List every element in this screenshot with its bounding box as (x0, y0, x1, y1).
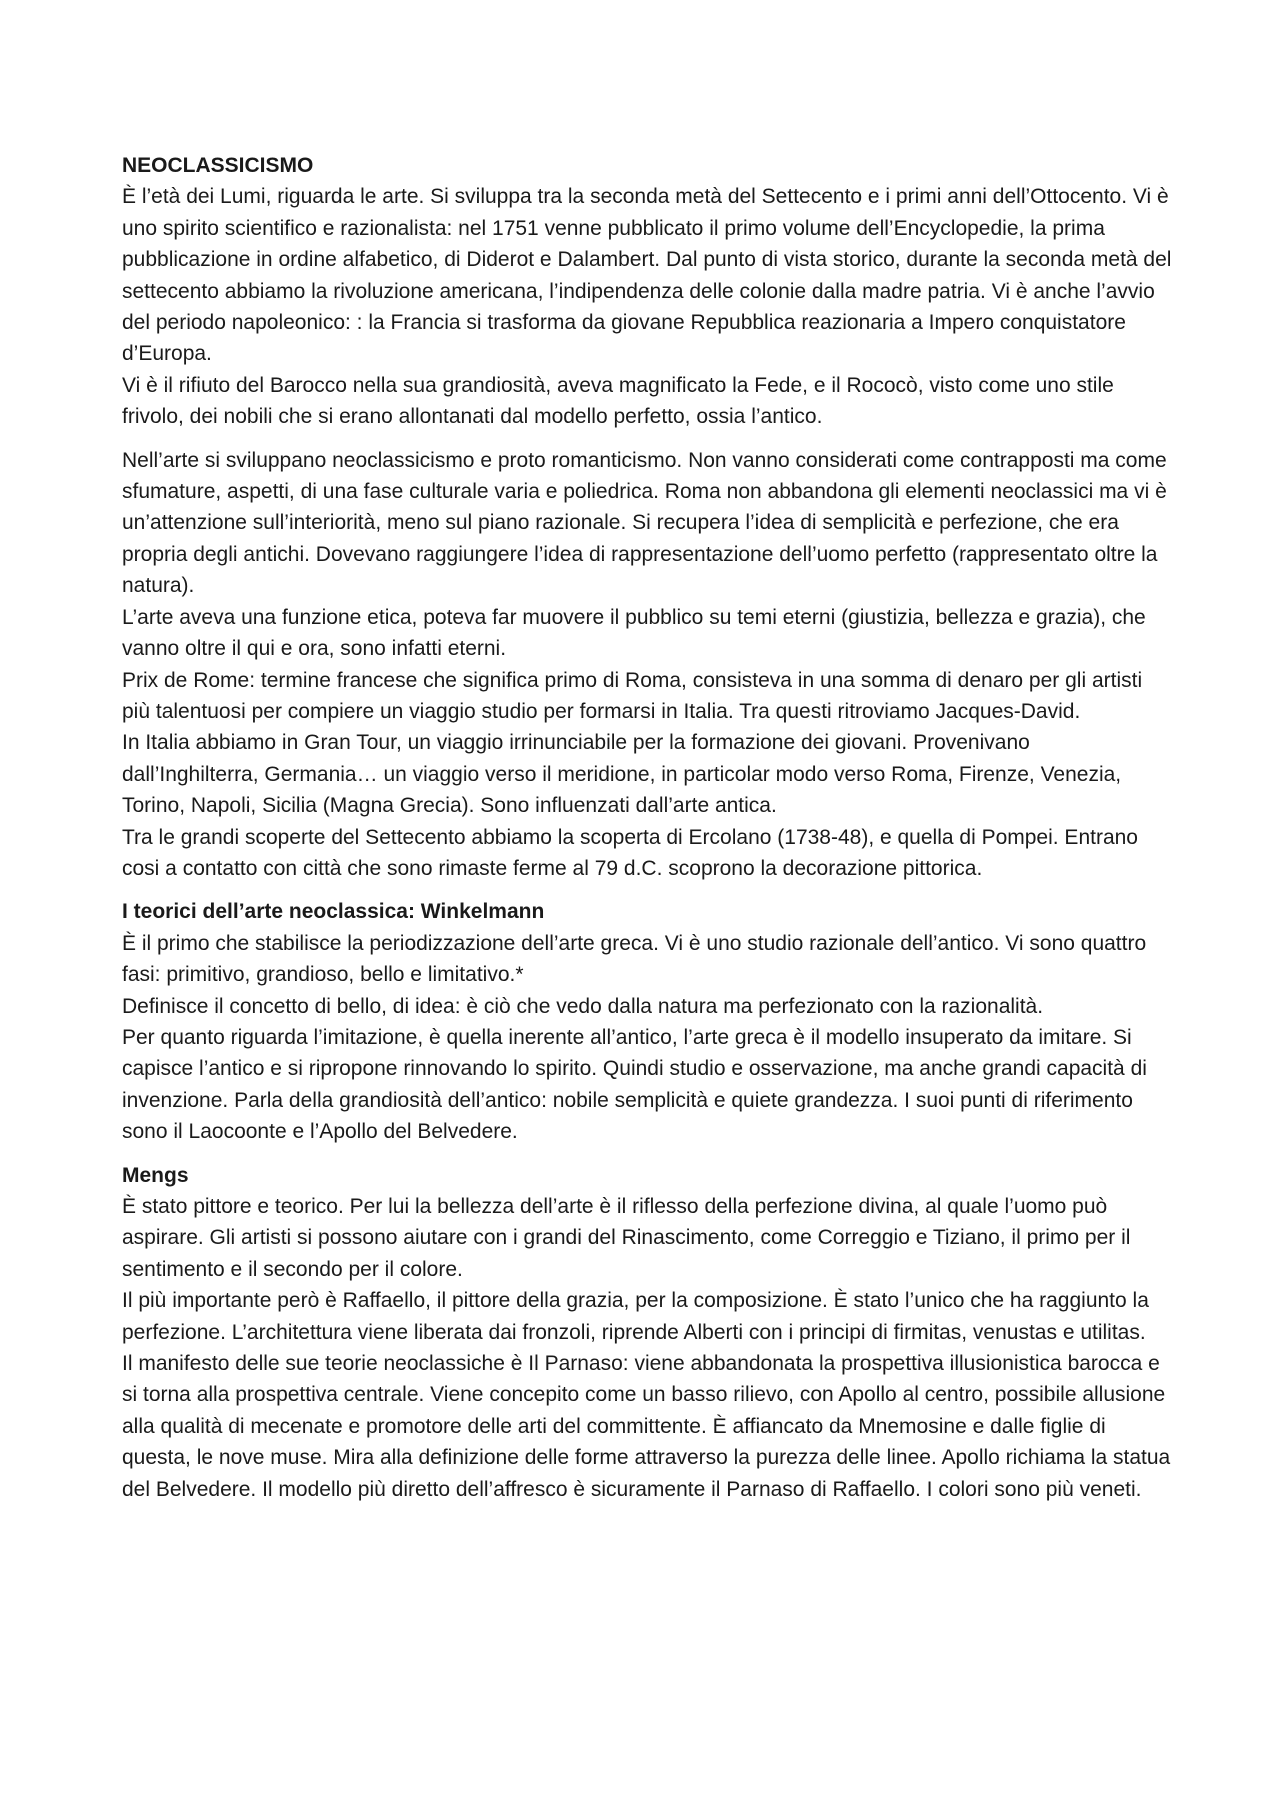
section-heading: Mengs (122, 1163, 189, 1187)
paragraph: Il più importante però è Raffaello, il pittore della grazia, per la composizione. È stato l’unico che ha raggiunto la perfezione. L’architettura viene liberata dai fronzoli, riprende Alberti con i principi di firmitas, venustas e utilitas. (122, 1289, 1149, 1344)
paragraph: È il primo che stabilisce la periodizzazione dell’arte greca. Vi è uno studio razionale dell’antico. Vi sono quattro fasi: primitivo, grandioso, bello e limitativo.* (122, 931, 1147, 987)
paragraph: In Italia abbiamo in Gran Tour, un viaggio irrinunciabile per la formazione dei giovani. Provenivano dall’Inghilterra, Germania… un viaggio verso il meridione, in particolar modo verso Roma, Firenze, Venezia, Torino, Napoli, Sicilia (Magna Grecia). Sono influenzati dall’arte antica. (122, 731, 1122, 818)
document-page (122, 150, 1172, 1505)
section-heading: NEOCLASSICISMO (122, 154, 314, 177)
section-arte (122, 445, 1172, 885)
paragraph: L’arte aveva una funzione etica, poteva far muovere il pubblico su temi eterni (giustizia, bellezza e grazia), che vanno oltre il qui e ora, sono infatti eterni. (122, 605, 1146, 661)
paragraph: Il manifesto delle sue teorie neoclassiche è Il Parnaso: viene abbandonata la prospettiva illusionistica barocca e si torna alla prospettiva centrale. Viene concepito come un basso rilievo, con Apollo al centro, possibile allusione alla qualità di mecenate e promotore delle arti del committente. È affiancato da Mnemosine e dalle figlie di questa, le nove muse. Mira alla definizione delle forme attraverso la purezza delle linee. Apollo richiama la statua del Belvedere. Il modello più diretto dell’affresco è sicuramente il Parnaso di Raffaello. I colori sono più veneti. (122, 1352, 1171, 1501)
paragraph: Prix de Rome: termine francese che significa primo di Roma, consisteva in una somma di denaro per gli artisti più talentuosi per compiere un viaggio studio per formarsi in Italia. Tra questi ritroviamo Jacques-David. (122, 668, 1143, 723)
paragraph: Nell’arte si sviluppano neoclassicismo e proto romanticismo. Non vanno considerati come contrapposti ma come sfumature, aspetti, di una fase culturale varia e poliedrica. Roma non abbandona gli elementi neoclassici ma vi è un’attenzione sull’interiorità, meno sul piano razionale. Si recupera l’idea di semplicità e perfezione, che era propria degli antichi. Dovevano raggiungere l’idea di rappresentazione dell’uomo perfetto (rappresentato oltre la natura). (122, 448, 1167, 598)
section-heading: I teorici dell’arte neoclassica: Winkelmann (122, 900, 545, 924)
paragraph: Vi è il rifiuto del Barocco nella sua grandiosità, aveva magnificato la Fede, e il Rococò, visto come uno stile frivolo, dei nobili che si erano allontanati dal modello perfetto, ossia l’antico. (122, 373, 1114, 429)
paragraph: Definisce il concetto di bello, di idea: è ciò che vedo dalla natura ma perfezionato con la razionalità. (122, 994, 1044, 1018)
section-mengs (122, 1160, 1172, 1505)
section-winkelmann (122, 896, 1172, 1147)
paragraph: Tra le grandi scoperte del Settecento abbiamo la scoperta di Ercolano (1738-48), e quella di Pompei. Entrano cosi a contatto con città che sono rimaste ferme al 79 d.C. scoprono la decorazione pittorica. (122, 825, 1138, 880)
section-neoclassicismo (122, 150, 1172, 433)
paragraph: È stato pittore e teorico. Per lui la bellezza dell’arte è il riflesso della perfezione divina, al quale l’uomo può aspirare. Gli artisti si possono aiutare con i grandi del Rinascimento, come Correggio e Tiziano, il primo per il sentimento e il secondo per il colore. (122, 1195, 1131, 1281)
paragraph: È l’età dei Lumi, riguarda le arte. Si sviluppa tra la seconda metà del Settecento e i primi anni dell’Ottocento. Vi è uno spirito scientifico e razionalista: nel 1751 venne pubblicato il primo volume dell’Encyclopedie, la prima pubblicazione in ordine alfabetico, di Diderot e Dalambert. Dal punto di vista storico, durante la seconda metà del settecento abbiamo la rivoluzione americana, l’indipendenza delle colonie dalla madre patria. Vi è anche l’avvio del periodo napoleonico: : la Francia si trasforma da giovane Repubblica reazionaria a Impero conquistatore d’Europa. (122, 185, 1172, 366)
paragraph: Per quanto riguarda l’imitazione, è quella inerente all’antico, l’arte greca è il modello insuperato da imitare. Si capisce l’antico e si ripropone rinnovando lo spirito. Quindi studio e osservazione, ma anche grandi capacità di invenzione. Parla della grandiosità dell’antico: nobile semplicità e quiete grandezza. I suoi punti di riferimento sono il Laocoonte e l’Apollo del Belvedere. (122, 1025, 1147, 1144)
